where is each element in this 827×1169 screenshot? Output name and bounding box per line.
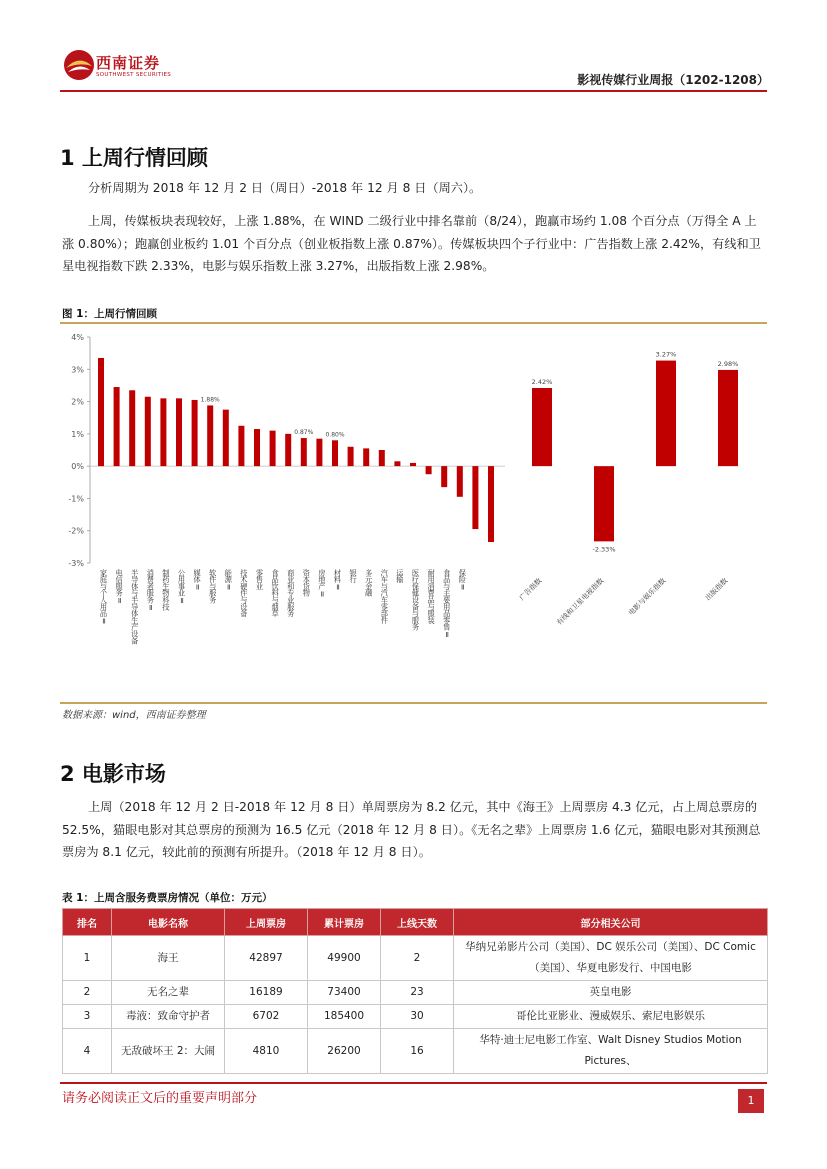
data-label: -2.33% bbox=[592, 545, 616, 554]
cell-days: 30 bbox=[381, 1005, 454, 1029]
x-category-label: 汽车与汽车零部件 bbox=[380, 569, 390, 624]
logo-icon bbox=[62, 48, 96, 82]
cell-total: 26200 bbox=[308, 1029, 381, 1074]
col-rank: 排名 bbox=[63, 909, 112, 936]
x-category-label: 食品饮料与烟草 bbox=[271, 569, 281, 617]
chart-bar bbox=[394, 461, 400, 466]
chart-bar bbox=[410, 463, 416, 466]
x-category-label: 银行 bbox=[349, 569, 359, 583]
chart-bar bbox=[379, 450, 385, 466]
cell-film: 海王 bbox=[112, 936, 225, 981]
chart-bar bbox=[488, 466, 494, 542]
table-row bbox=[63, 1029, 768, 1074]
chart-bar bbox=[145, 397, 151, 466]
x-category-label: 公用事业Ⅱ bbox=[177, 569, 187, 605]
cell-companies: 华纳兄弟影片公司（美国）、DC 娱乐公司（美国）、DC Comic（美国）、华夏电影发行、中国电影 bbox=[454, 936, 768, 981]
chart-bar bbox=[160, 398, 166, 466]
y-tick-label: 3% bbox=[71, 365, 84, 375]
cell-total: 185400 bbox=[308, 1005, 381, 1029]
chart-bar bbox=[718, 370, 738, 466]
chart-bar bbox=[192, 400, 198, 466]
cell-days: 23 bbox=[381, 981, 454, 1005]
y-tick-label: -3% bbox=[68, 559, 84, 568]
cell-total: 73400 bbox=[308, 981, 381, 1005]
y-tick-label: 2% bbox=[71, 397, 84, 407]
chart-bar bbox=[270, 431, 276, 467]
chart-bar bbox=[207, 405, 213, 466]
paragraph-box-office: 上周（2018 年 12 月 2 日-2018 年 12 月 8 日）单周票房为 8.2 亿元，其中《海王》上周票房 4.3 亿元，占上周总票房的 52.5%，猫眼电影对其总票房的预测为 16.5 亿元（2018 年 12 月 8 日）。《无名之辈》上周票房 1.6 亿元，猫眼电影对其预测总票房为 8.1 亿元，较此前的预测有所提升。（2018 年 12 月 8 日）。 bbox=[62, 800, 761, 859]
chart-bar bbox=[472, 466, 478, 529]
chart-bar bbox=[254, 429, 260, 466]
cell-companies: 华特·迪士尼电影工作室、Walt Disney Studios Motion Pictures、 bbox=[454, 1029, 768, 1074]
col-companies: 部分相关公司 bbox=[454, 909, 768, 936]
chart-bar bbox=[285, 434, 291, 466]
chart-bar bbox=[457, 466, 463, 497]
data-label: 0.80% bbox=[325, 431, 345, 439]
cell-companies: 英皇电影 bbox=[454, 981, 768, 1005]
x-category-label: 食品与主要用品零售Ⅱ bbox=[442, 569, 452, 639]
x-category-label: 消费者服务Ⅱ bbox=[146, 569, 156, 612]
x-category-label: 耐用消费品与服装 bbox=[427, 569, 437, 624]
x-category-label: 广告指数 bbox=[517, 576, 544, 603]
figure-title: 图 1：上周行情回顾 bbox=[62, 308, 157, 320]
chart-bar bbox=[316, 439, 322, 466]
chart-left-bars bbox=[98, 358, 494, 542]
table-row bbox=[63, 981, 768, 1005]
cell-film: 毒液：致命守护者 bbox=[112, 1005, 225, 1029]
chart-bar bbox=[223, 410, 229, 467]
x-category-label: 出版指数 bbox=[703, 576, 730, 603]
section-heading-1: 1 上周行情回顾 bbox=[60, 146, 208, 170]
chart-bar bbox=[301, 438, 307, 466]
paragraph-market-review: 上周，传媒板块表现较好，上涨 1.88%，在 WIND 二级行业中排名靠前（8/24），跑赢市场约 1.08 个百分点（万得全 A 上涨 0.80%）；跑赢创业板约 1.01 个百分点（创业板指数上涨 0.87%）。传媒板块四个子行业中：广告指数上涨 2.42%，有线和卫星电视指数下跌 2.33%，电影与娱乐指数上涨 3.27%，出版指数上涨 2.98%。 bbox=[62, 214, 761, 273]
x-category-label: 保险Ⅱ bbox=[458, 569, 468, 592]
cell-days: 2 bbox=[381, 936, 454, 981]
chart-bar bbox=[348, 447, 354, 466]
x-category-label: 媒体Ⅱ bbox=[193, 569, 203, 592]
y-tick-label: 0% bbox=[71, 462, 84, 472]
cell-total: 49900 bbox=[308, 936, 381, 981]
footer-disclaimer: 请务必阅读正文后的重要声明部分 bbox=[62, 1091, 258, 1106]
footer-divider bbox=[60, 1082, 767, 1084]
chart-bar bbox=[426, 466, 432, 474]
table-row bbox=[63, 1005, 768, 1029]
cell-days: 16 bbox=[381, 1029, 454, 1074]
cell-rank: 4 bbox=[63, 1029, 112, 1074]
x-category-label: 有线和卫星电视指数 bbox=[555, 576, 606, 627]
col-days: 上线天数 bbox=[381, 909, 454, 936]
chart-bar bbox=[114, 387, 120, 466]
figure-bottom-rule bbox=[60, 702, 767, 704]
chart-left-category-labels bbox=[100, 568, 468, 645]
data-label: 2.98% bbox=[717, 359, 739, 368]
cell-rank: 1 bbox=[63, 936, 112, 981]
y-tick-label: 4% bbox=[71, 333, 84, 342]
cell-weekly: 16189 bbox=[225, 981, 308, 1005]
logo-subtitle: SOUTHWEST SECURITIES bbox=[96, 72, 172, 78]
chart-bar bbox=[238, 426, 244, 466]
cell-rank: 2 bbox=[63, 981, 112, 1005]
chart-bar bbox=[441, 466, 447, 487]
x-category-label: 材料Ⅱ bbox=[333, 569, 343, 592]
x-category-label: 医疗保健设备与服务 bbox=[411, 569, 421, 631]
chart-bar bbox=[656, 361, 676, 467]
x-category-label: 技术硬件与设备 bbox=[239, 569, 249, 617]
x-category-label: 软件与服务 bbox=[208, 569, 218, 604]
cell-film: 无名之辈 bbox=[112, 981, 225, 1005]
y-tick-label: -1% bbox=[68, 494, 84, 504]
x-category-label: 多元金融 bbox=[364, 569, 374, 597]
cell-rank: 3 bbox=[63, 1005, 112, 1029]
col-total: 累计票房 bbox=[308, 909, 381, 936]
cell-weekly: 42897 bbox=[225, 936, 308, 981]
chart-right-bars bbox=[532, 351, 739, 554]
x-category-label: 运输 bbox=[395, 569, 405, 583]
page-number: 1 bbox=[738, 1089, 764, 1113]
figure-top-rule bbox=[60, 322, 767, 324]
report-title: 影视传媒行业周报（1202-1208） bbox=[577, 73, 769, 87]
chart-bar bbox=[176, 398, 182, 466]
x-category-label: 能源Ⅱ bbox=[224, 569, 234, 592]
x-category-label: 资本货物 bbox=[302, 569, 312, 597]
section-heading-2: 2 电影市场 bbox=[60, 762, 166, 786]
chart-bar bbox=[363, 448, 369, 466]
x-category-label: 房地产Ⅱ bbox=[317, 569, 327, 599]
y-tick-label: 1% bbox=[71, 429, 84, 439]
x-category-label: 商业和专业服务 bbox=[286, 569, 296, 617]
chart-bar bbox=[332, 440, 338, 466]
chart-bar bbox=[129, 390, 135, 466]
table-header-row bbox=[63, 909, 768, 936]
chart-right-category-labels bbox=[517, 576, 729, 627]
box-office-table bbox=[62, 908, 768, 1074]
cell-film: 无敌破坏王 2：大闹 bbox=[112, 1029, 225, 1074]
x-category-label: 半导体与半导体生产设备 bbox=[130, 569, 140, 644]
header-divider bbox=[60, 90, 767, 92]
table-title: 表 1：上周含服务费票房情况（单位：万元） bbox=[62, 892, 273, 904]
cell-weekly: 6702 bbox=[225, 1005, 308, 1029]
table-row bbox=[63, 936, 768, 981]
col-film: 电影名称 bbox=[112, 909, 225, 936]
x-category-label: 制药生物科技 bbox=[161, 569, 171, 610]
y-tick-label: -2% bbox=[68, 526, 84, 536]
x-category-label: 电信服务Ⅱ bbox=[115, 569, 125, 605]
col-weekly: 上周票房 bbox=[225, 909, 308, 936]
chart-bar bbox=[98, 358, 104, 466]
data-label: 2.42% bbox=[531, 378, 553, 387]
chart-bar bbox=[532, 388, 552, 466]
cell-weekly: 4810 bbox=[225, 1029, 308, 1074]
chart-bar bbox=[594, 466, 614, 541]
x-category-label: 电影与娱乐指数 bbox=[627, 576, 668, 618]
cell-companies: 哥伦比亚影业、漫威娱乐、索尼电影娱乐 bbox=[454, 1005, 768, 1029]
data-label: 1.88% bbox=[200, 396, 220, 404]
figure-source: 数据来源：wind，西南证券整理 bbox=[62, 710, 206, 721]
x-category-label: 零售业 bbox=[255, 569, 265, 590]
x-category-label: 家庭与个人用品Ⅱ bbox=[99, 569, 109, 626]
paragraph-analysis-period: 分析周期为 2018 年 12 月 2 日（周日）-2018 年 12 月 8 日（周六）。 bbox=[88, 181, 482, 195]
logo-text: 西南证券 bbox=[96, 54, 161, 72]
data-label: 0.87% bbox=[294, 429, 314, 437]
data-label: 3.27% bbox=[655, 350, 677, 359]
market-review-chart bbox=[60, 325, 767, 701]
